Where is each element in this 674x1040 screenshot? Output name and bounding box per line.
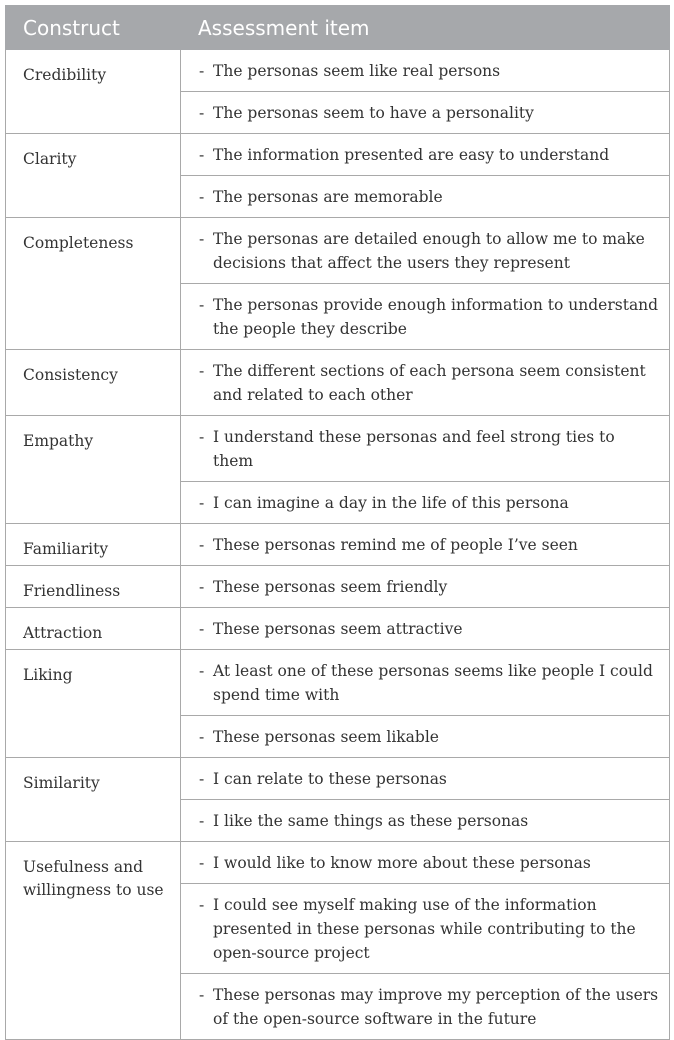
assessment-item-cell — [181, 566, 670, 608]
construct-cell: Usefulness and willingness to use — [6, 842, 181, 1040]
assessment-item-text: The personas seem like real persons — [213, 62, 501, 80]
table-body — [6, 50, 670, 1040]
assessment-item-text: These personas seem likable — [213, 728, 439, 746]
assessment-table — [5, 5, 670, 1040]
assessment-item-cell — [181, 974, 670, 1040]
assessment-item-cell — [181, 842, 670, 884]
assessment-item-text: These personas may improve my perception of the users of the open-source software in the future — [213, 986, 659, 1028]
assessment-item-cell — [181, 716, 670, 758]
assessment-item-cell — [181, 350, 670, 416]
bullet-dash: - — [199, 230, 205, 248]
table-row — [6, 218, 670, 284]
assessment-item-header: Assessment item — [181, 6, 670, 50]
assessment-item-text: I could see myself making use of the information presented in these personas while contributing to the open-source project — [213, 896, 636, 962]
assessment-item-text: The personas are detailed enough to allow me to make decisions that affect the users they represent — [213, 230, 645, 272]
assessment-item-text: The different sections of each persona seem consistent and related to each other — [213, 362, 646, 404]
assessment-item-cell — [181, 284, 670, 350]
construct-cell: Clarity — [6, 134, 181, 218]
assessment-item-cell — [181, 218, 670, 284]
construct-header: Construct — [6, 6, 181, 50]
bullet-dash: - — [199, 428, 205, 446]
bullet-dash: - — [199, 986, 205, 1004]
assessment-item-text: These personas remind me of people I’ve seen — [213, 536, 578, 554]
bullet-dash: - — [199, 896, 205, 914]
bullet-dash: - — [199, 104, 205, 122]
assessment-item-cell — [181, 608, 670, 650]
construct-cell: Empathy — [6, 416, 181, 524]
bullet-dash: - — [199, 620, 205, 638]
table-row — [6, 134, 670, 176]
assessment-item-cell — [181, 884, 670, 974]
assessment-item-cell — [181, 176, 670, 218]
table-row — [6, 566, 670, 608]
bullet-dash: - — [199, 296, 205, 314]
assessment-item-text: The personas seem to have a personality — [213, 104, 534, 122]
table-row — [6, 608, 670, 650]
assessment-item-text: I can imagine a day in the life of this persona — [213, 494, 569, 512]
assessment-item-text: I understand these personas and feel strong ties to them — [213, 428, 615, 470]
table-row — [6, 350, 670, 416]
assessment-item-cell — [181, 650, 670, 716]
assessment-item-cell — [181, 800, 670, 842]
table-row — [6, 650, 670, 716]
assessment-item-text: These personas seem attractive — [213, 620, 463, 638]
construct-cell: Liking — [6, 650, 181, 758]
bullet-dash: - — [199, 854, 205, 872]
table-row — [6, 758, 670, 800]
header-row — [6, 6, 670, 50]
assessment-item-text: The personas provide enough information to understand the people they describe — [213, 296, 659, 338]
construct-cell: Credibility — [6, 50, 181, 134]
construct-cell: Attraction — [6, 608, 181, 650]
table-row — [6, 416, 670, 482]
bullet-dash: - — [199, 62, 205, 80]
bullet-dash: - — [199, 362, 205, 380]
assessment-item-text: The personas are memorable — [213, 188, 443, 206]
table-row — [6, 524, 670, 566]
assessment-item-cell — [181, 482, 670, 524]
assessment-item-cell — [181, 134, 670, 176]
assessment-item-text: The information presented are easy to understand — [213, 146, 610, 164]
bullet-dash: - — [199, 728, 205, 746]
assessment-item-text: At least one of these personas seems like people I could spend time with — [213, 662, 653, 704]
bullet-dash: - — [199, 770, 205, 788]
table-row — [6, 50, 670, 92]
construct-cell: Familiarity — [6, 524, 181, 566]
assessment-item-text: I can relate to these personas — [213, 770, 447, 788]
bullet-dash: - — [199, 146, 205, 164]
assessment-item-cell — [181, 50, 670, 92]
assessment-item-text: I would like to know more about these personas — [213, 854, 591, 872]
construct-cell: Friendliness — [6, 566, 181, 608]
assessment-item-cell — [181, 416, 670, 482]
bullet-dash: - — [199, 536, 205, 554]
construct-cell: Completeness — [6, 218, 181, 350]
construct-cell: Consistency — [6, 350, 181, 416]
table-row — [6, 842, 670, 884]
assessment-item-cell — [181, 524, 670, 566]
bullet-dash: - — [199, 188, 205, 206]
assessment-item-text: These personas seem friendly — [213, 578, 448, 596]
construct-cell: Similarity — [6, 758, 181, 842]
bullet-dash: - — [199, 578, 205, 596]
bullet-dash: - — [199, 662, 205, 680]
assessment-item-cell — [181, 92, 670, 134]
assessment-item-text: I like the same things as these personas — [213, 812, 529, 830]
assessment-item-cell — [181, 758, 670, 800]
bullet-dash: - — [199, 494, 205, 512]
bullet-dash: - — [199, 812, 205, 830]
